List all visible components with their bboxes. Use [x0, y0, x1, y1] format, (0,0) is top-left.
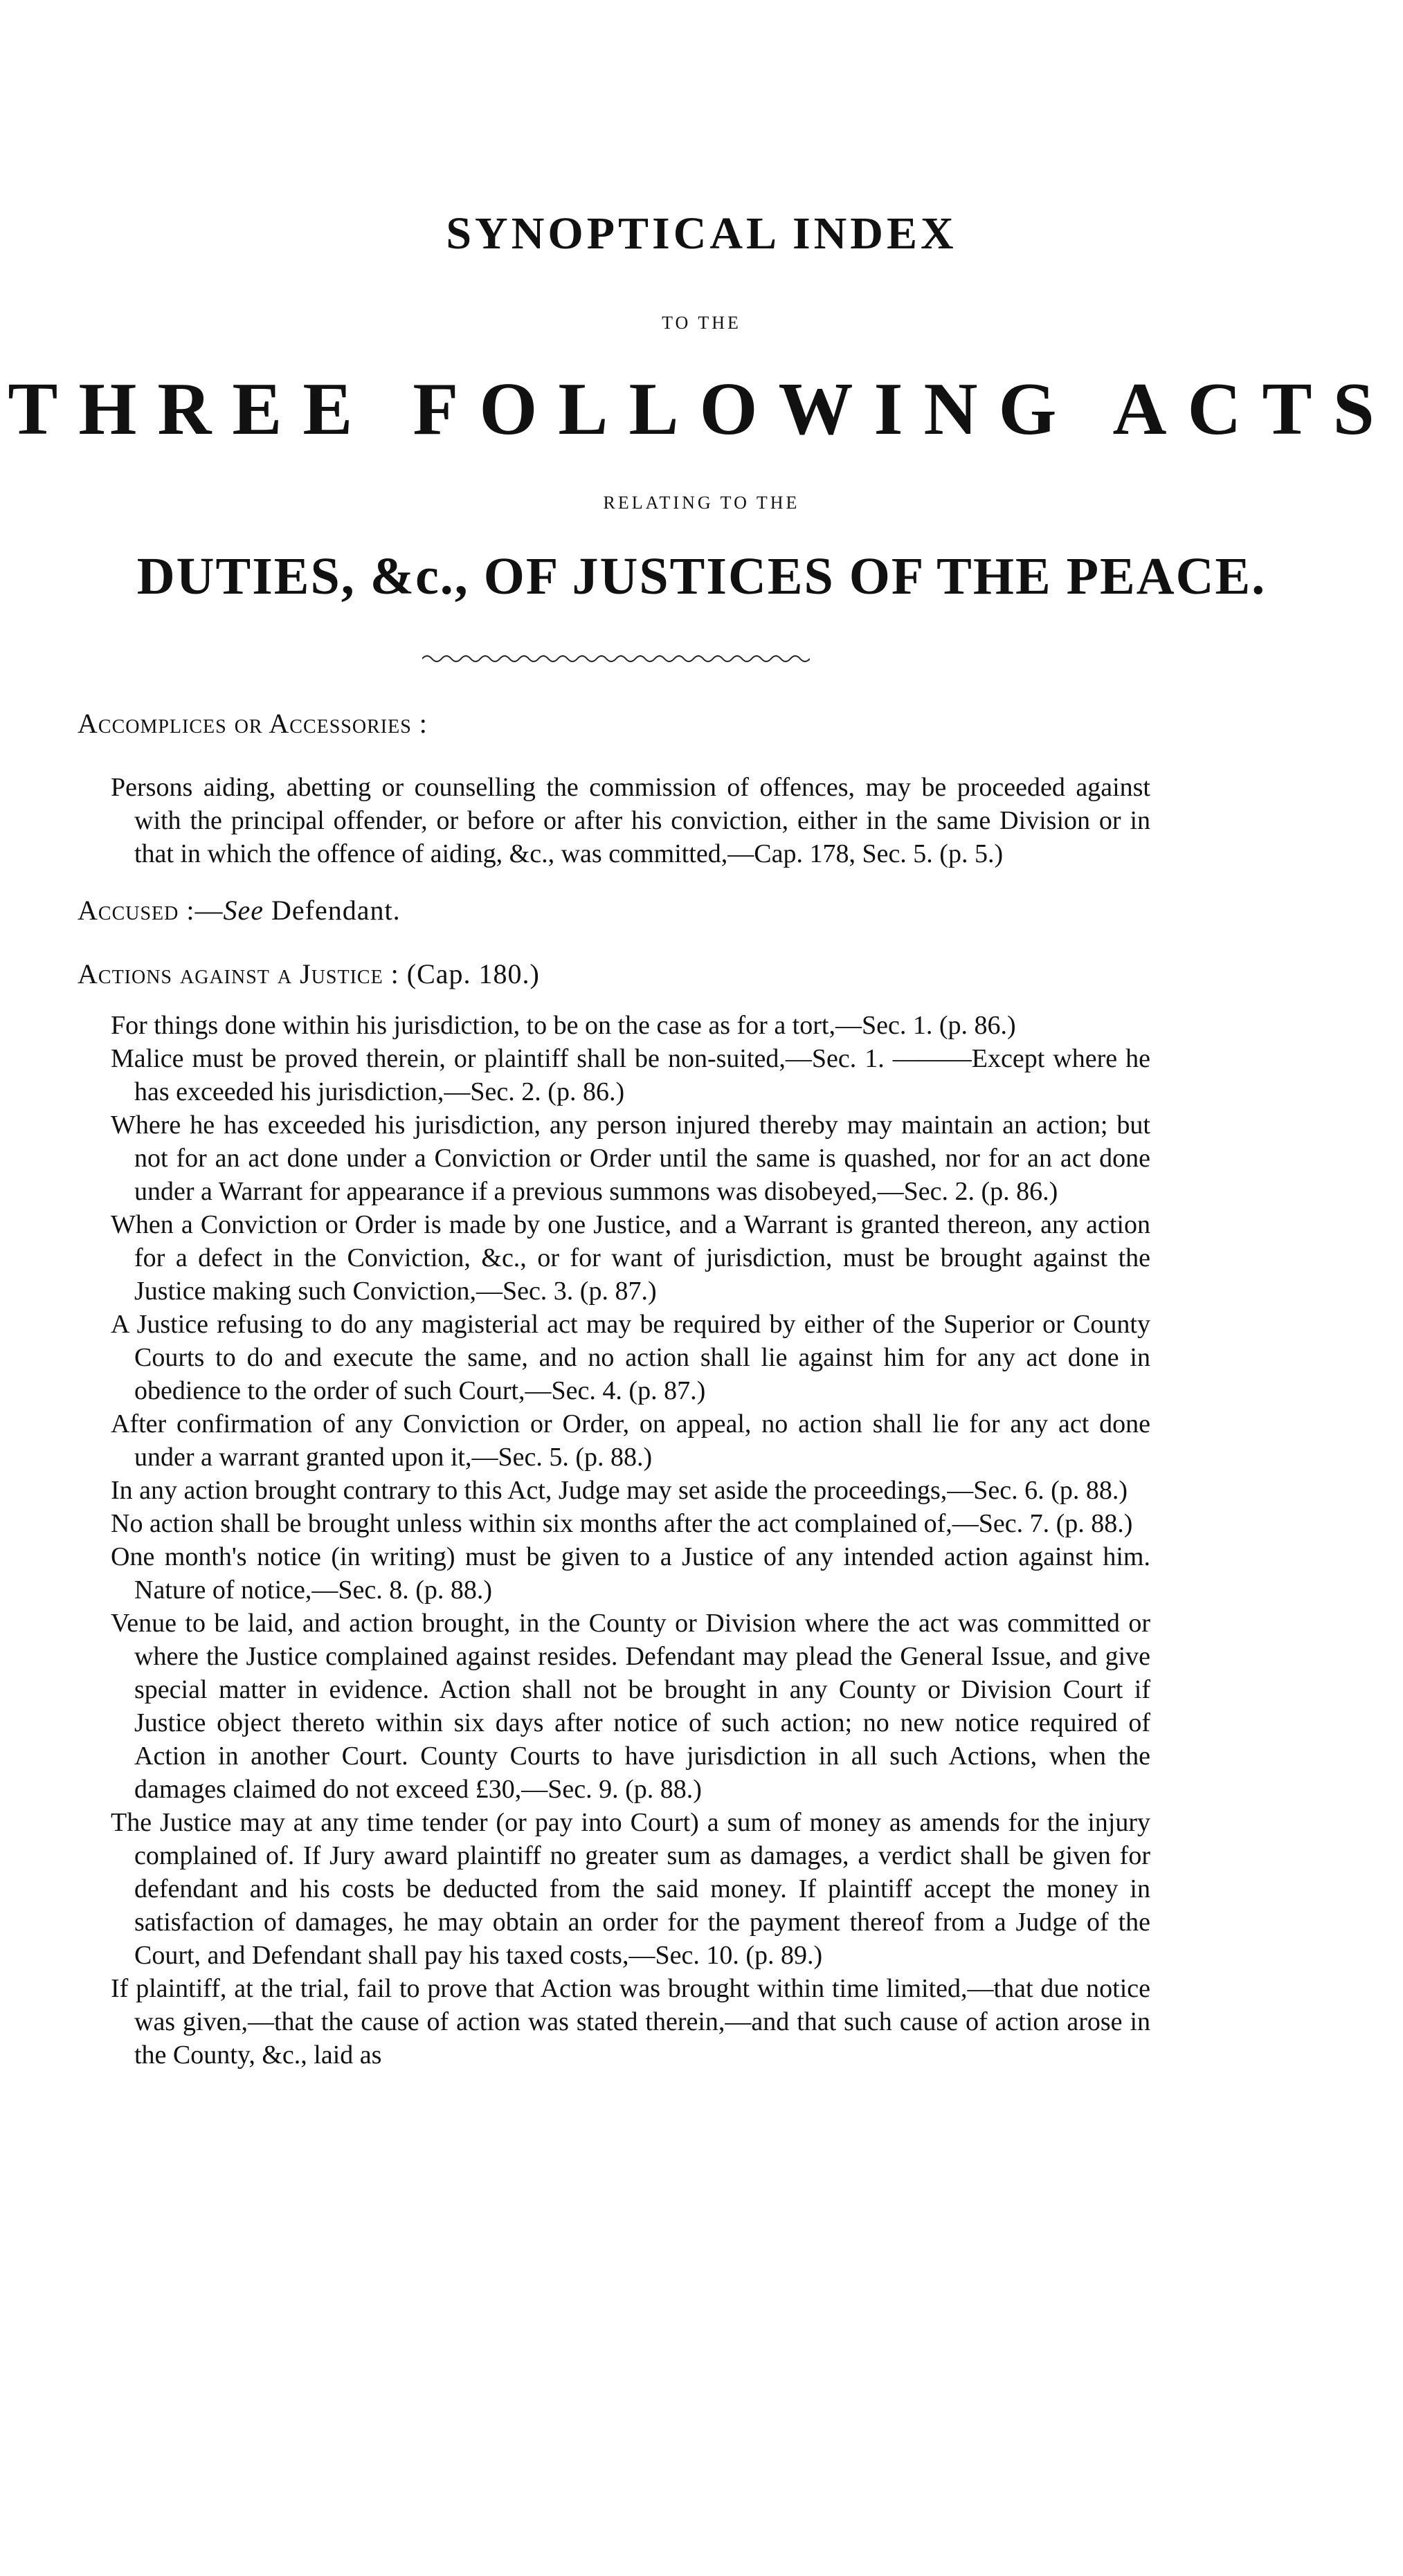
actions-entries: [111, 1009, 1150, 2072]
see-target: Defendant.: [263, 895, 401, 926]
heading-accused: [78, 891, 1150, 930]
heading-accomplices: Accomplices or Accessories :: [78, 708, 428, 739]
index-entry: If plaintiff, at the trial, fail to prove that Action was brought within time limited,—that due notice was given,—that the cause of action was stated therein,—and that such cause of action arose in the County, &c., laid as: [111, 1974, 1150, 2070]
index-entry: One month's notice (in writing) must be given to a Justice of any intended action against him. Nature of notice,—Sec. 8. (p. 88.): [111, 1542, 1150, 1605]
index-entry: Malice must be proved therein, or plaintiff shall be non-suited,—Sec. 1. ———Except where he has exceeded his jurisdiction,—Sec. 2. (p. 86.): [111, 1044, 1150, 1106]
heading-accused-label: Accused :—: [78, 895, 224, 926]
title-duties-of-justices: DUTIES, &c., OF JUSTICES OF THE PEACE.: [136, 547, 1267, 605]
index-entry: No action shall be brought unless within six months after the act complained of,—Sec. 7. (p. 88.): [111, 1509, 1133, 1538]
index-entry: The Justice may at any time tender (or pay into Court) a sum of money as amends for the injury complained of. If Jury award plaintiff no greater sum as damages, a verdict shall be given for defendant and his costs be deducted from the said money. If plaintiff accept the money in satisfaction of damages, he may obtain an order for the payment thereof from a Judge of the Court, and Defendant shall pay his taxed costs,—Sec. 10. (p. 89.): [111, 1808, 1150, 1970]
heading-actions-cap: (Cap. 180.): [399, 958, 540, 989]
heading-actions: [78, 955, 1150, 994]
index-entry: Persons aiding, abetting or counselling the commission of offences, may be proceeded against with the principal offender, or before or after his conviction, either in the same Division or in that in which the offence of aiding, &c., was committed,—Cap. 178, Sec. 5. (p. 5.): [111, 773, 1150, 868]
title-relating-to-the: RELATING TO THE: [603, 493, 800, 513]
index-entry: After confirmation of any Conviction or Order, on appeal, no action shall lie for any act done under a warrant granted upon it,—Sec. 5. (p. 88.): [111, 1409, 1150, 1472]
index-entry: In any action brought contrary to this Act, Judge may set aside the proceedings,—Sec. 6. (p. 88.): [111, 1476, 1128, 1505]
title-to-the: TO THE: [662, 313, 741, 333]
heading-actions-label: Actions against a Justice :: [78, 958, 399, 989]
index-entry: Where he has exceeded his jurisdiction, any person injured thereby may maintain an action; but not for an act done under a Conviction or Order until the same is quashed, nor for an act done under a Warrant for appearance if a previous summons was disobeyed,—Sec. 2. (p. 86.): [111, 1111, 1150, 1206]
index-entry: A Justice refusing to do any magisterial act may be required by either of the Superior or County Courts to do and execute the same, and no action shall lie against him for any act done in obedience to the order of such Court,—Sec. 4. (p. 87.): [111, 1310, 1150, 1405]
index-entry: When a Conviction or Order is made by one Justice, and a Warrant is granted thereon, any action for a defect in the Conviction, &c., or for want of jurisdiction, must be brought against the Justice making such Conviction,—Sec. 3. (p. 87.): [111, 1210, 1150, 1306]
title-synoptical-index: SYNOPTICAL INDEX: [446, 208, 957, 259]
index-content: [78, 704, 1150, 2092]
wavy-rule-ornament: [422, 650, 810, 667]
index-entry: Venue to be laid, and action brought, in the County or Division where the act was committed or where the Justice complained against resides. Defendant may plead the General Issue, and give special matter in evidence. Action shall not be brought in any County or Division Court if Justice object thereto within six days after notice of such action; no new notice required of Action in another Court. County Courts to have jurisdiction in all such Actions, when the damages claimed do not exceed £30,—Sec. 9. (p. 88.): [111, 1609, 1150, 1804]
title-three-following-acts: THREE FOLLOWING ACTS: [8, 368, 1395, 450]
accomplices-entries: [111, 771, 1150, 870]
index-entry: For things done within his jurisdiction, to be on the case as for a tort,—Sec. 1. (p. 86.): [111, 1011, 1016, 1040]
see-reference: See: [223, 895, 264, 926]
